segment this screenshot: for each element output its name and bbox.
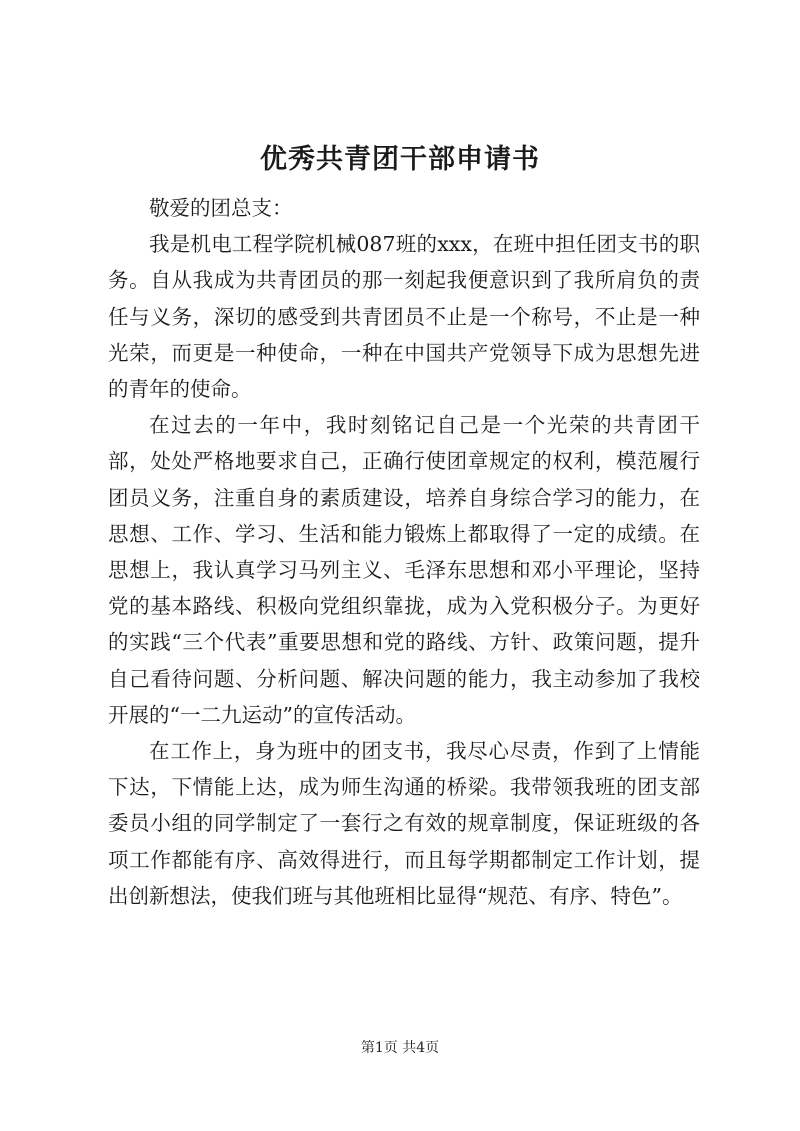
paragraph-past-year: 在过去的一年中，我时刻铭记自己是一个光荣的共青团干部，处处严格地要求自己，正确行使团章规定的权利，模范履行团员义务，注重自身的素质建设，培养自身综合学习的能力，在思想、工作、学习、生活和能力锻炼上都取得了一定的成绩。在思想上，我认真学习马列主义、毛泽东思想和邓小平理论，坚持党的基本路线、积极向党组织靠拢，成为入党积极分子。为更好的实践“三个代表”重要思想和党的路线、方针、政策问题，提升自己看待问题、分析问题、解决问题的能力，我主动参加了我校开展的“一二九运动”的宣传活动。 bbox=[108, 413, 700, 727]
paragraph-intro: 我是机电工程学院机械087班的xxx，在班中担任团支书的职务。自从我成为共青团员的那一刻起我便意识到了我所肩负的责任与义务，深切的感受到共青团员不止是一个称号，不止是一种光荣，而更是一种使命，一种在中国共产党领导下成为思想先进的青年的使命。 bbox=[108, 232, 700, 402]
salutation: 敬爱的团总支： bbox=[149, 196, 293, 220]
document-body bbox=[108, 190, 700, 914]
document-title: 优秀共青团干部申请书 bbox=[260, 144, 540, 175]
paragraph-work: 在工作上，身为班中的团支书，我尽心尽责，作到了上情能下达，下情能上达，成为师生沟通的桥梁。我带领我班的团支部委员小组的同学制定了一套行之有效的规章制度，保证班级的各项工作都能有序、高效得进行，而且每学期都制定工作计划，提出创新想法，使我们班与其他班相比显得“规范、有序、特色”。 bbox=[108, 739, 700, 908]
page-number-footer: 第1页 共4页 bbox=[360, 1040, 440, 1056]
